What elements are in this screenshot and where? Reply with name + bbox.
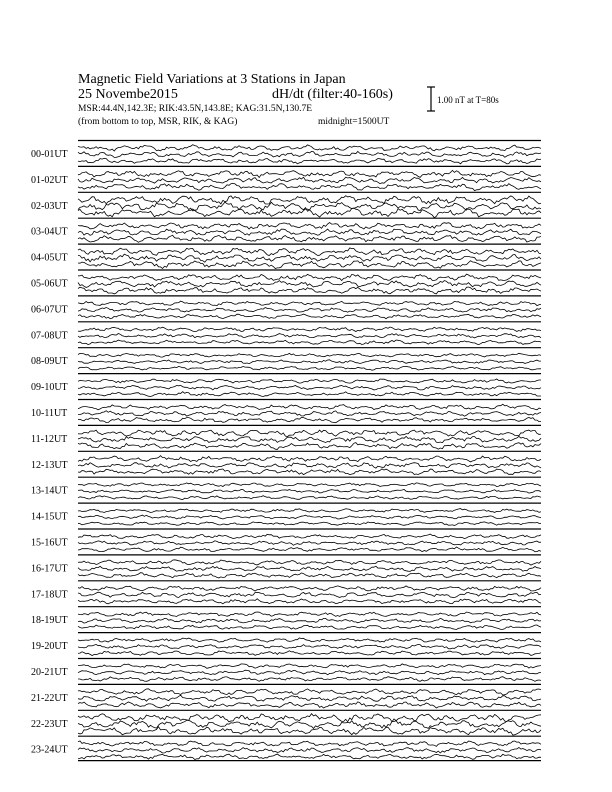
- trace-rik: [78, 308, 541, 313]
- midnight-note: midnight=1500UT: [318, 117, 390, 127]
- hour-row-22-23UT: [31, 710, 541, 735]
- hour-row-17-18UT: [31, 581, 541, 604]
- trace-kag: [78, 741, 541, 746]
- hour-row-01-02UT: [31, 166, 541, 190]
- hour-label: 10-11UT: [31, 408, 68, 419]
- trace-rik: [78, 411, 541, 417]
- hour-label: 13-14UT: [31, 485, 68, 497]
- hour-label: 21-22UT: [31, 692, 68, 704]
- hour-row-03-04UT: [31, 218, 541, 242]
- trace-rik: [78, 566, 541, 571]
- hour-label: 14-15UT: [31, 511, 68, 523]
- trace-kag: [78, 714, 541, 722]
- trace-kag: [78, 248, 541, 256]
- hour-label: 03-04UT: [31, 226, 68, 238]
- trace-kag: [78, 327, 541, 332]
- trace-msr: [78, 469, 541, 475]
- hour-label: 11-12UT: [31, 433, 68, 445]
- trace-kag: [78, 430, 541, 437]
- hour-row-14-15UT: [31, 503, 541, 525]
- hour-row-04-05UT: [31, 244, 541, 268]
- hour-label: 23-24UT: [31, 744, 68, 756]
- hour-label: 08-09UT: [31, 356, 68, 368]
- trace-msr: [78, 727, 541, 735]
- trace-msr: [78, 443, 541, 450]
- trace-rik: [78, 541, 541, 546]
- hour-row-23-24UT: [31, 736, 541, 759]
- hour-row-18-19UT: [31, 607, 541, 630]
- chart-date: 25 Novembe2015: [78, 87, 178, 102]
- hour-label: 17-18UT: [31, 589, 68, 601]
- hour-row-16-17UT: [31, 555, 541, 578]
- trace-kag: [78, 145, 541, 151]
- hour-label: 07-08UT: [31, 330, 68, 342]
- trace-rik: [78, 281, 541, 288]
- hour-label: 16-17UT: [31, 563, 68, 575]
- trace-msr: [78, 158, 541, 164]
- trace-msr: [78, 522, 541, 526]
- hour-label: 06-07UT: [31, 304, 68, 316]
- trace-msr: [78, 625, 541, 630]
- hour-row-06-07UT: [31, 296, 541, 319]
- hour-row-20-21UT: [31, 659, 541, 682]
- station-order-note: (from bottom to top, MSR, RIK, & KAG): [78, 117, 238, 127]
- hour-label: 15-16UT: [31, 537, 68, 549]
- trace-msr: [78, 573, 541, 578]
- hour-label: 04-05UT: [31, 252, 68, 264]
- trace-kag: [78, 638, 541, 642]
- hour-row-15-16UT: [31, 529, 541, 552]
- trace-msr: [78, 314, 541, 319]
- trace-kag: [78, 456, 541, 462]
- hour-row-13-14UT: [31, 477, 541, 499]
- hour-row-12-13UT: [31, 451, 541, 474]
- trace-kag: [78, 509, 541, 513]
- trace-rik: [78, 618, 541, 623]
- trace-kag: [78, 274, 541, 280]
- hour-label: 09-10UT: [31, 382, 68, 394]
- hour-label: 20-21UT: [31, 667, 68, 678]
- trace-msr: [78, 677, 541, 682]
- scale-label: 1.00 nT at T=80s: [437, 95, 499, 105]
- trace-kag: [78, 664, 541, 668]
- trace-msr: [78, 392, 541, 397]
- trace-kag: [78, 404, 541, 410]
- station-coordinates: MSR:44.4N,142.3E; RIK:43.5N,143.8E; KAG:31.5N,130.7E: [78, 104, 313, 114]
- hour-row-08-09UT: [31, 348, 541, 371]
- trace-rik: [78, 229, 541, 235]
- hour-row-10-11UT: [31, 400, 541, 423]
- hour-label: 18-19UT: [31, 615, 68, 627]
- trace-msr: [78, 754, 541, 760]
- trace-kag: [78, 196, 541, 204]
- trace-rik: [78, 436, 541, 442]
- trace-rik: [78, 748, 541, 754]
- trace-msr: [78, 183, 541, 190]
- trace-rik: [78, 463, 541, 468]
- trace-rik: [78, 490, 541, 494]
- chart-title: Magnetic Field Variations at 3 Stations in Japan: [78, 72, 346, 87]
- hour-row-11-12UT: [31, 425, 541, 449]
- trace-msr: [78, 496, 541, 500]
- trace-kag: [78, 223, 541, 230]
- trace-kag: [78, 353, 541, 357]
- hour-label: 22-23UT: [31, 718, 68, 730]
- hour-label: 19-20UT: [31, 641, 68, 653]
- trace-kag: [78, 612, 541, 617]
- trace-rik: [78, 644, 541, 648]
- trace-rik: [78, 334, 541, 338]
- hour-row-02-03UT: [31, 192, 541, 217]
- chart-mode: dH/dt (filter:40-160s): [272, 87, 393, 102]
- trace-kag: [78, 483, 541, 487]
- trace-rik: [78, 695, 541, 701]
- trace-msr: [78, 651, 541, 656]
- trace-rik: [78, 670, 541, 675]
- hour-label: 02-03UT: [31, 200, 68, 212]
- trace-kag: [78, 170, 541, 177]
- hour-row-09-10UT: [31, 374, 541, 397]
- trace-msr: [78, 702, 541, 708]
- trace-kag: [78, 301, 541, 306]
- trace-kag: [78, 689, 541, 695]
- trace-kag: [78, 534, 541, 539]
- trace-rik: [78, 720, 541, 728]
- trace-rik: [78, 151, 541, 157]
- trace-msr: [78, 547, 541, 552]
- hour-row-19-20UT: [31, 633, 541, 656]
- trace-msr: [78, 340, 541, 345]
- trace-msr: [78, 599, 541, 604]
- trace-rik: [78, 202, 541, 211]
- trace-kag: [78, 379, 541, 383]
- hour-label: 12-13UT: [31, 459, 68, 471]
- trace-rik: [78, 360, 541, 364]
- trace-msr: [78, 235, 541, 242]
- trace-msr: [78, 261, 541, 269]
- trace-kag: [78, 586, 541, 591]
- trace-rik: [78, 592, 541, 597]
- hour-label: 00-01UT: [31, 149, 68, 160]
- hour-row-07-08UT: [31, 322, 541, 345]
- trace-kag: [78, 560, 541, 565]
- trace-rik: [78, 385, 541, 390]
- trace-msr: [78, 287, 541, 294]
- trace-rik: [78, 515, 541, 519]
- trace-msr: [78, 417, 541, 422]
- hour-row-05-06UT: [31, 270, 541, 294]
- trace-rik: [78, 177, 541, 184]
- trace-msr: [78, 366, 541, 370]
- hour-label: 05-06UT: [31, 278, 68, 290]
- hour-row-00-01UT: [31, 141, 541, 164]
- hour-label: 01-02UT: [31, 174, 68, 186]
- hour-row-21-22UT: [31, 684, 541, 708]
